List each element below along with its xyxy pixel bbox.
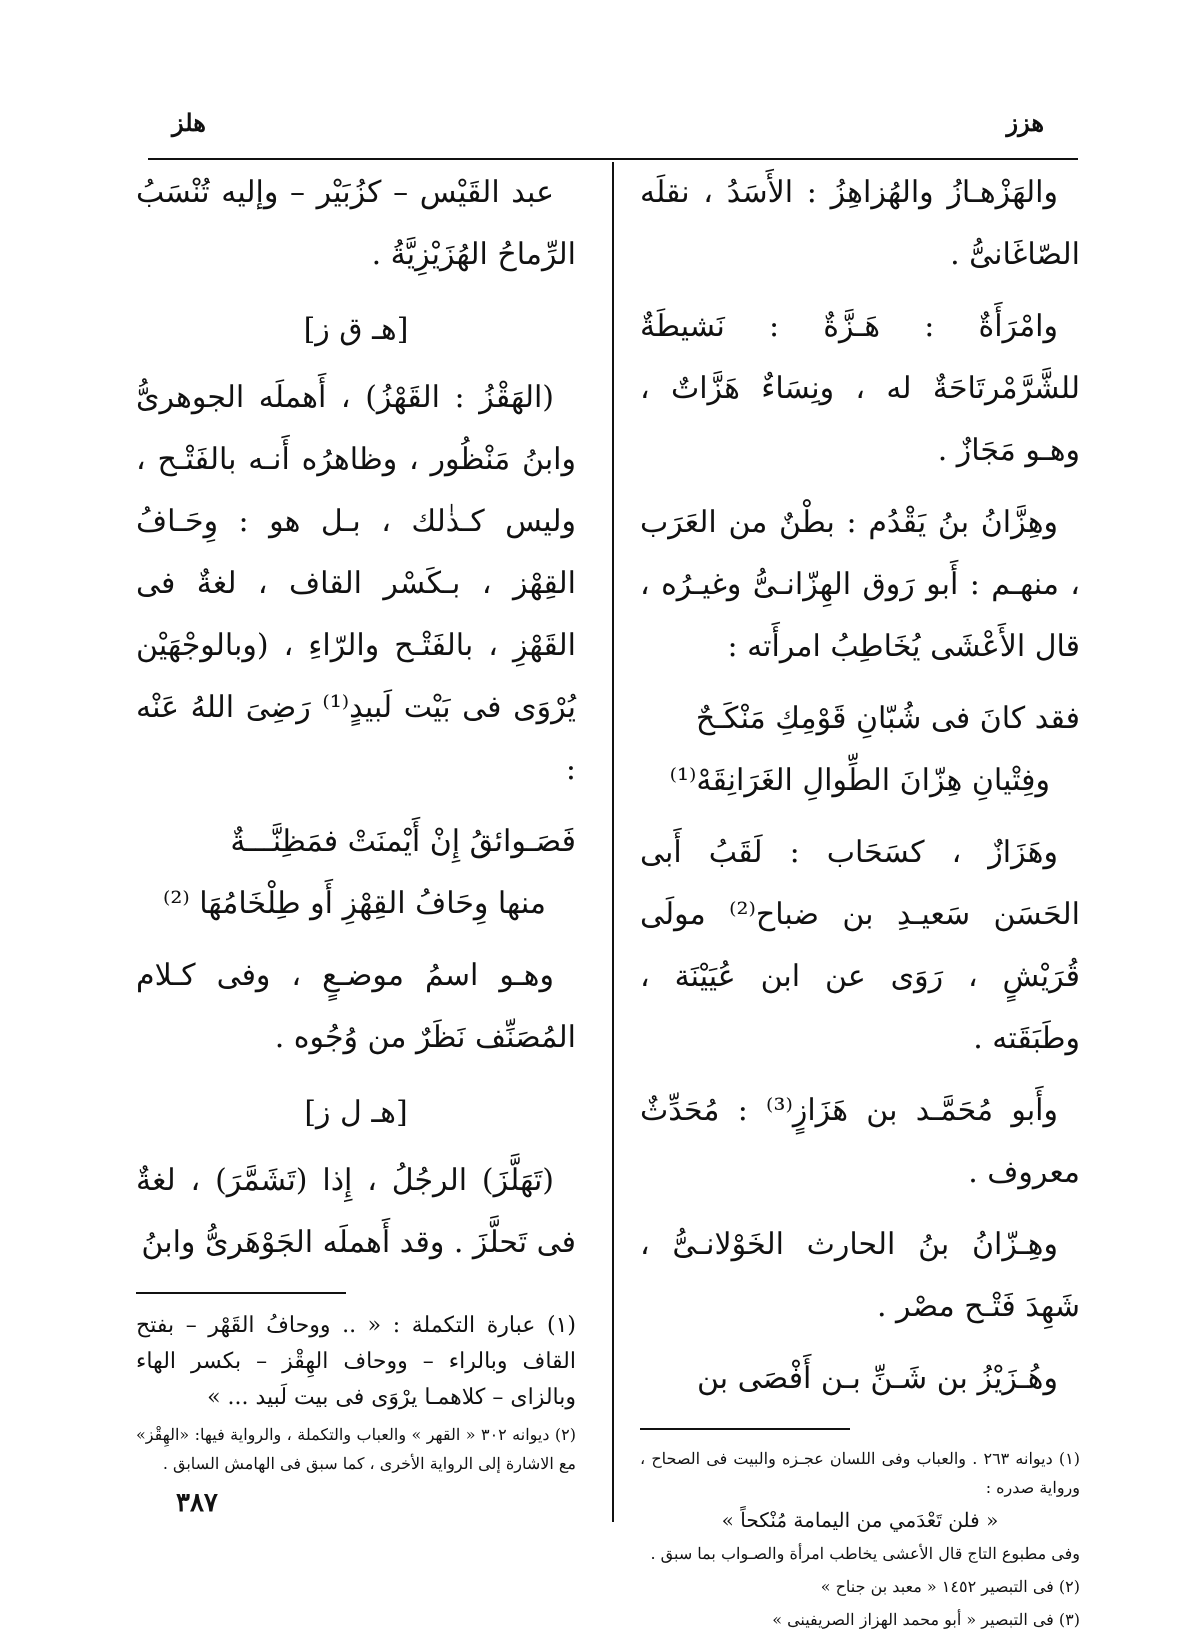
- entry-heading: [هـ ل ز]: [304, 1095, 408, 1130]
- footnotes: [136, 1308, 576, 1478]
- paragraph: وهِـزّانُ بنُ الحارث الخَوْلانـىُّ ، شَهِدَ فَتْـح مصْر .: [640, 1227, 1080, 1324]
- page-number: ٣٨٧: [176, 1488, 218, 1518]
- footnote: (٢) ديوانه ٣٠٢ « القهر » والعباب والتكملة ، والرواية فيها: «الهِقْز» مع الاشارة إلى الرواية الأخرى ، كما سبق فى الهامش السابق .: [136, 1425, 577, 1473]
- footnote: وفى مطبوع التاج قال الأعشى يخاطب امرأة والصـواب بما سبق .: [650, 1544, 1080, 1563]
- paragraph: وامْرَأَةٌ : هَـزَّةٌ : نَشيطَةٌ للشَّرَّمْرتَاحَةٌ له ، ونِسَاءٌ هَزَّاتٌ ، وهـو مَجَازٌ .: [640, 309, 1080, 468]
- paragraph: وهُـزَيْزُ بن شَـنِّ بـن أَفْصَى بن: [696, 1361, 1058, 1396]
- footnote-rule: [136, 1292, 346, 1294]
- footnote: (١) ديوانه ٢٦٣ . والعباب وفى اللسان عجـزه والبيت فى الصحاح ، ورواية صدره :: [640, 1449, 1081, 1497]
- paragraph: والهَزْهـازُ والهُزاهِزُ : الأَسَدُ ، نقلَه الصّاغَانىُّ .: [640, 175, 1080, 272]
- verse: [136, 811, 576, 935]
- footnote: (٢) فى التبصير ١٤٥٢ « معبد بن جناح »: [820, 1577, 1080, 1596]
- footnote-verse: « فلن تَعْدَمي من اليمامة مُنْكحاً »: [721, 1508, 999, 1532]
- left-column: [136, 162, 576, 1482]
- verse-line: وفِتْيانِ هِزّانَ الطِّوالِ الغَرَانِقَهْ⁽¹⁾: [669, 763, 1050, 798]
- paragraph: (الهَقْزُ : القَهْزُ) ، أَهملَه الجوهرىُّ وابنُ مَنْظُور ، وظاهرُه أَنـه بالفَتْـح ، وليس كـذٰلك ، بـل هو : وِحَـافُ القِهْز ، بـكَسْر القاف ، لغةٌ فى القَهْزِ ، بالفَتْـح والرّاءِ ، (وبالوجْهَيْن يُرْوَى فى بَيْت لَبيدٍ⁽¹⁾ رَضِىَ اللهُ عَنْه :: [136, 380, 576, 787]
- paragraph: عبد القَيْس – كزُبَيْر – وإليه تُنْسَبُ الرِّماحُ الهُزَيْزِيَّةُ .: [136, 175, 576, 272]
- paragraph: وهِزَّانُ بنُ يَقْدُم : بطْنٌ من العَرَب ، منهـم : أَبو رَوق الهِزّانـىُّ وغيـرُه ، قال الأَعْشَى يُخَاطِبُ امرأَته :: [640, 505, 1080, 664]
- footnote: (٣) فى التبصير « أبو محمد الهزاز الصريفينى »: [772, 1610, 1080, 1629]
- verse-line: فَصَـوائقُ إِنْ أَيْمنَتْ فمَظِنَّـــةٌ: [230, 824, 576, 859]
- verse: [640, 688, 1080, 812]
- entry-heading: [هـ ق ز]: [303, 312, 409, 347]
- running-header-right: هزز: [1006, 108, 1044, 137]
- paragraph: وهـو اسمُ موضـعٍ ، وفى كـلام المُصَنِّف نَظَرٌ من وُجُوه .: [136, 958, 576, 1055]
- verse-line: فقد كانَ فى شُبّانِ قَوْمِكِ مَنْكَـحٌ: [695, 701, 1080, 736]
- header-rule: [148, 158, 1078, 160]
- right-column: [640, 162, 1080, 1638]
- paragraph: (تَهَلَّزَ) الرجُلُ ، إِذا (تَشَمَّرَ) ، لغةٌ فى تَحلَّزَ . وقد أَهملَه الجَوْهَرىُّ وابنُ: [136, 1163, 576, 1260]
- column-divider: [612, 162, 614, 1522]
- verse-line: منها وِحَافُ القِهْزِ أَو طِلْخَامُهَا ⁽²⁾: [162, 886, 546, 921]
- footnotes: [640, 1444, 1080, 1634]
- running-header-left: هلز: [172, 108, 206, 137]
- paragraph: وهَزَازٌ ، كسَحَاب : لَقَبُ أَبى الحَسَن سَعيـدِ بن ضباح⁽²⁾ مولَى قُرَيْشٍ ، رَوَى عن ابن عُيَيْنَة ، وطَبَقَته .: [640, 835, 1080, 1056]
- footnote-rule: [640, 1428, 850, 1430]
- paragraph: وأَبو مُحَمَّـد بن هَزَازٍ⁽³⁾ : مُحَدِّثٌ معروف .: [640, 1093, 1080, 1190]
- footnote: (١) عبارة التكملة : « .. ووحافُ القَهْر – بفتح القاف وبالراء – ووحاف الهِقْز – بكسر الهاء وبالزاى – كلاهمـا يرْوَى فى بيت لَبيد ... »: [136, 1313, 576, 1410]
